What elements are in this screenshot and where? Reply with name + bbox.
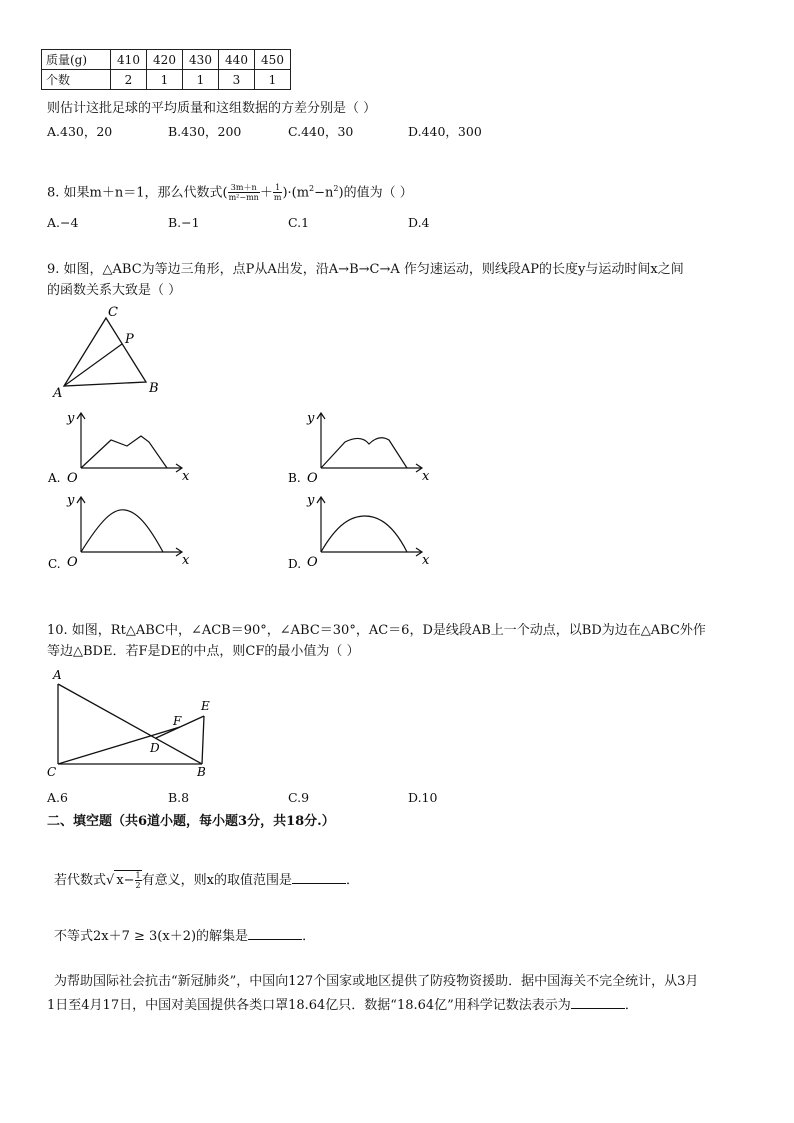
q9-stem-line-2: 的函数关系大致是（ ） [47,283,182,298]
q8-suffix-b: −n [314,185,334,201]
table-cell: 1 [147,70,183,90]
q9-graph-c [45,490,195,570]
x-label: x [422,469,430,484]
table-row [42,70,291,90]
option-label: A. [48,471,61,485]
q10-option-c: C.9 [288,790,310,805]
q10-option-d: D.10 [408,790,438,805]
q9-stem-line-1: 9. 如图，△ABC为等边三角形，点P从A出发，沿A→B→C→A 作匀速运动，则线段AP的长度y与运动时间x之间 [47,262,684,277]
answer-blank[interactable] [248,927,302,940]
q8-suffix-a: )·(m [282,185,310,201]
fill-question-1 [54,870,359,890]
label-p: P [125,332,134,347]
q9-graph-b [285,406,435,486]
label-c: C [108,305,118,320]
table-cell: 质量(g) [42,50,111,70]
q10-stem-line-1: 10. 如图，Rt△ABC中，∠ACB＝90°，∠ABC＝30°，AC＝6，D是线段AB上一个动点，以BD为边在△ABC外作 [47,623,706,638]
q7-option-a: A.430，20 [47,124,113,139]
fill3-line2: 1日至4月17日，中国对美国提供各类口罩18.64亿只．数据“18.64亿”用科学记数法表示为 [47,998,571,1013]
q8-option-d: D.4 [408,215,430,230]
origin-label: O [307,555,318,570]
table-cell: 420 [147,50,183,70]
fill1-prefix: 若代数式 [54,873,107,888]
label-b: B [149,381,159,396]
option-label: C. [48,557,61,570]
label-c: C [47,765,57,779]
curve [321,516,407,552]
x-label: x [422,553,430,568]
fill2-prefix: 不等式2x＋7 ≥ 3(x＋2)的解集是 [54,929,249,944]
label-a: A [53,386,63,401]
triangle-abc [64,318,146,386]
curve [81,510,163,552]
q9-graph-a [45,406,195,486]
y-label: y [67,411,75,426]
fill-question-2 [54,927,315,946]
fill-question-3-line-1: 为帮助国际社会抗击“新冠肺炎”，中国向127个国家或地区提供了防疫物资援助．据中国海关不完全统计，从3月 [54,974,699,989]
table-cell: 1 [255,70,291,90]
curve [81,436,167,468]
fill1-fraction [135,871,142,890]
q8-plus: ＋ [259,185,273,201]
answer-blank[interactable] [571,996,625,1009]
q10-option-a: A.6 [47,790,68,805]
q8-fraction-2 [273,183,283,202]
fill1-radicand: x− [116,873,135,888]
curve [321,438,407,468]
table-cell: 3 [219,70,255,90]
mass-count-table [41,49,291,90]
q8-frac1-denominator: m²−mn [228,193,259,203]
origin-label: O [307,471,318,486]
q8-frac2-denominator: m [273,193,282,203]
origin-label: O [67,471,78,486]
origin-label: O [67,555,78,570]
q7-option-c: C.440，30 [288,124,354,139]
q10-option-b: B.8 [168,790,190,805]
q8-option-c: C.1 [288,215,310,230]
label-a: A [53,668,62,682]
q8-frac2-numerator: 1 [273,183,283,193]
segment-ap [64,344,122,386]
q8-frac1-numerator: 3m＋n [228,183,260,193]
q9-graph-d [285,490,435,570]
q9-triangle-figure [40,302,180,402]
q8-fraction-1 [228,183,260,202]
sqrt-radicand [114,870,141,890]
q8-sup-1: 2 [309,184,315,193]
label-b: B [197,765,206,779]
q10-figure [44,666,224,782]
table-cell: 个数 [42,70,111,90]
table-cell: 1 [183,70,219,90]
table-cell: 430 [183,50,219,70]
q8-stem [47,180,413,202]
q8-prefix: 8. 如果m＋n＝1，那么代数式( [47,185,228,201]
q8-option-b: B.−1 [168,215,200,230]
fill2-end: ． [302,929,316,944]
option-label: B. [288,471,301,485]
q7-option-b: B.430，200 [168,124,242,139]
segment-be [202,716,204,764]
q8-sup-2: 2 [333,184,339,193]
table-cell: 2 [111,70,147,90]
q7-stem: 则估计这批足球的平均质量和这组数据的方差分别是（ ） [47,101,377,116]
table-cell: 440 [219,50,255,70]
fill-question-3-line-2 [47,996,638,1015]
q8-option-a: A.−4 [47,215,79,230]
x-label: x [182,469,190,484]
label-e: E [201,699,210,713]
q8-suffix-c: )的值为（ ） [338,185,413,201]
fill1-frac-denominator: 2 [135,881,141,890]
fill3-end: ． [624,998,638,1013]
segment-cf [58,727,180,764]
y-label: y [307,493,315,508]
table-cell: 450 [255,50,291,70]
answer-blank[interactable] [292,871,346,884]
option-label: D. [288,557,302,570]
section-2-title: 二、填空题（共6道小题，每小题3分，共18分.） [47,814,335,829]
q7-option-d: D.440，300 [408,124,482,139]
table-cell: 410 [111,50,147,70]
label-d: D [150,741,160,755]
label-f: F [173,714,182,728]
q10-stem-line-2: 等边△BDE．若F是DE的中点，则CF的最小值为（ ） [47,644,360,659]
y-label: y [67,493,75,508]
table-row [42,50,291,70]
y-label: y [307,411,315,426]
fill1-suffix: 有意义，则x的取值范围是 [141,873,292,888]
fill1-end: ． [345,873,359,888]
sqrt-sign-icon: √ [106,873,115,888]
fill1-frac-numerator: 1 [135,871,141,880]
x-label: x [182,553,190,568]
